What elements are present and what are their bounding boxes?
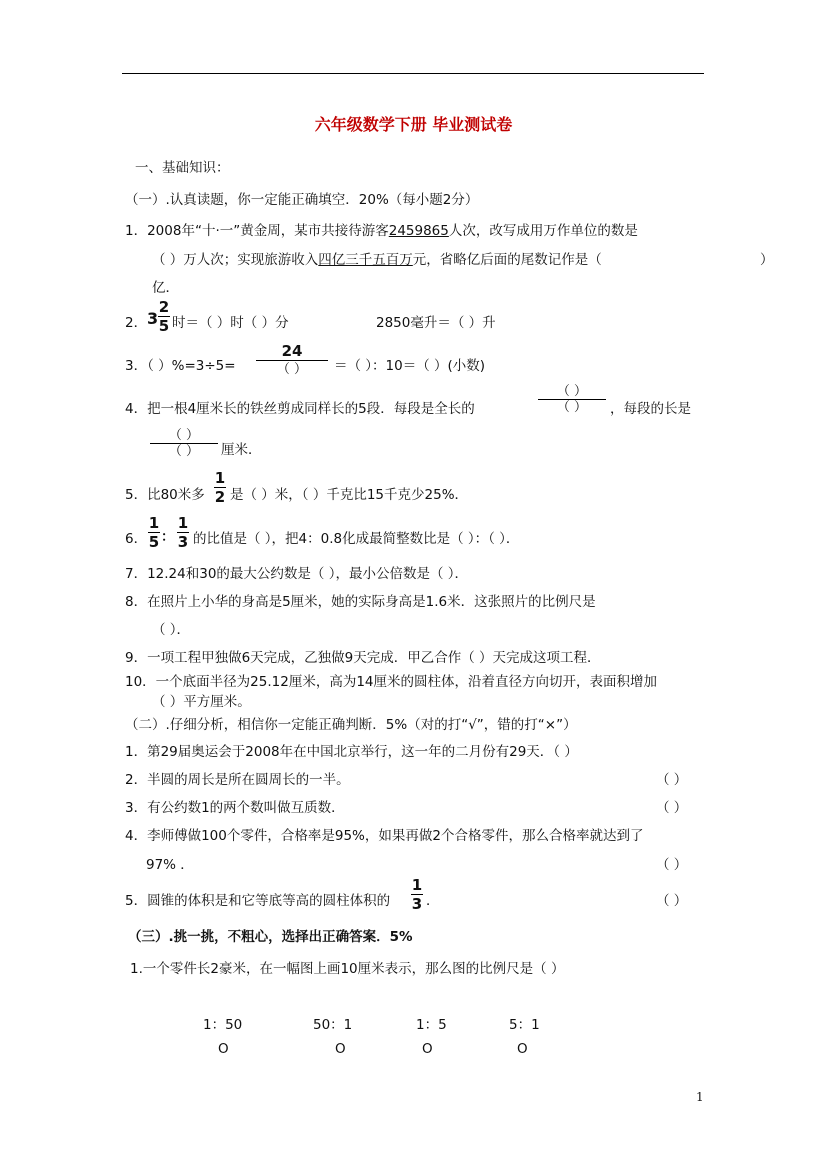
q1-money: 四亿三千五百万 [318, 252, 413, 268]
q6-f1-numerator: 1 [148, 514, 160, 532]
fraction-bar [256, 360, 328, 361]
q3-text-b: ＝（ ）：10＝（ ）(小数) [334, 358, 486, 374]
judge-q4-line1: 4．李师傅做100个零件，合格率是95%，如果再做2个合格零件，那么合格率就达到了 [125, 828, 644, 844]
q2-text-b: 2850毫升＝（ ）升 [376, 315, 496, 331]
q2-number: 2． [125, 315, 148, 331]
page-number: 1 [696, 1090, 704, 1104]
judge-q1: 1．第29届奥运会于2008年在中国北京举行，这一年的二月份有29天．（ ） [125, 744, 578, 760]
q2-text-a: 时＝（ ）时（ ）分 [172, 315, 289, 331]
q8-line2: （ ）． [152, 622, 191, 638]
q6-text: 的比值是（ ），把4：0.8化成最简整数比是（ ）：（ ）． [193, 531, 520, 547]
judge-q5-period: ． [426, 893, 440, 909]
q3-text-a: 3．（ ）%=3÷5= [125, 358, 236, 374]
q6-number: 6． [125, 531, 148, 547]
judge-q3: 3．有公约数1的两个数叫做互质数． [125, 800, 345, 816]
q5-numerator: 1 [214, 469, 226, 487]
q8-line1: 8．在照片上小华的身高是5厘米，她的实际身高是1.6米．这张照片的比例尺是 [125, 594, 596, 610]
q1-line2 [152, 248, 602, 268]
q2-fraction [158, 299, 170, 334]
option-d-radio[interactable]: O [517, 1041, 528, 1057]
choice-q1: 1.一个零件长2豪米，在一幅图上画10厘米表示，那么图的比例尺是（ ） [130, 961, 565, 977]
q10-line2: （ ）平方厘米。 [152, 694, 251, 710]
page-title: 六年级数学下册 毕业测试卷 [314, 115, 513, 134]
q5-text-a: 5．比80米多 [125, 487, 205, 503]
q1-text-b: 人次，改写成用万作单位的数是 [448, 223, 638, 239]
q1-visitor-number: 2459865 [388, 223, 449, 239]
q4-blank-numerator: （ ） [556, 384, 588, 399]
q4-text-a: 4．把一根4厘米长的铁丝剪成同样长的5段．每段是全长的 [125, 401, 475, 417]
option-c-radio[interactable]: O [422, 1041, 433, 1057]
q6-f2-denominator: 3 [177, 533, 189, 551]
q6-f2-numerator: 1 [177, 514, 189, 532]
header-rule [122, 73, 704, 74]
q6-fraction-1 [148, 515, 160, 550]
q7: 7．12.24和30的最大公约数是（ ），最小公倍数是（ ）． [125, 566, 468, 582]
section-heading: 一、基础知识： [135, 160, 230, 176]
q9: 9．一项工程甲独做6天完成，乙独做9天完成．甲乙合作（ ）天完成这项工程． [125, 650, 601, 666]
q1-text-c: （ ）万人次；实现旅游收入 [152, 252, 319, 268]
q2-denominator: 5 [158, 317, 170, 335]
part2-heading: （二）.仔细分析，相信你一定能正确判断．5%（对的打“√”，错的打“×”） [125, 717, 577, 733]
q1-line3: 亿． [152, 280, 179, 296]
q4-text-c: 厘米． [221, 442, 262, 458]
judge-q2: 2．半圆的周长是所在圆周长的一半。 [125, 772, 350, 788]
q6-colon: ： [161, 529, 175, 545]
q5-denominator: 2 [214, 488, 226, 506]
judge-q3-answer: （ ） [656, 800, 688, 816]
q4-blank2-denominator: （ ） [168, 444, 200, 459]
judge-q2-answer: （ ） [656, 772, 688, 788]
option-d-label: 5：1 [509, 1017, 540, 1033]
q4-blank2-numerator: （ ） [168, 428, 200, 443]
q1-text-a: 1．2008年“十·一”黄金周，某市共接待游客 [125, 223, 389, 239]
judge-q5-fraction [411, 877, 423, 912]
q3-fraction [256, 343, 328, 378]
judge-q4-line2: 97% ． [146, 857, 194, 873]
q4-blank-fraction-2 [150, 428, 218, 459]
part3-heading: （三）.挑一挑，不粗心，选择出正确答案．5% [128, 929, 413, 945]
judge-q5: 5．圆锥的体积是和它等底等高的圆柱体积的 [125, 893, 391, 909]
q4-blank-fraction [538, 384, 606, 415]
judge-q5-denominator: 3 [411, 895, 423, 913]
q1-text-d: 元，省略亿后面的尾数记作是（ [412, 252, 602, 268]
q5-text-b: 是（ ）米，（ ）千克比15千克少25%． [230, 487, 469, 503]
q6-f1-denominator: 5 [148, 533, 160, 551]
judge-q4-answer: （ ） [656, 857, 688, 873]
q2-numerator: 2 [158, 298, 170, 316]
q3-denominator: （ ） [276, 362, 308, 377]
option-a-label: 1：50 [203, 1017, 243, 1033]
part1-heading: （一）.认真读题，你一定能正确填空．20%（每小题2分） [125, 192, 479, 208]
option-b-label: 50：1 [313, 1017, 353, 1033]
q6-fraction-2 [177, 515, 189, 550]
q4-text-b: ，每段的长是 [610, 401, 691, 417]
q1-line1 [125, 219, 638, 239]
option-a-radio[interactable]: O [218, 1041, 229, 1057]
q1-close-paren: ） [760, 252, 774, 268]
judge-q5-numerator: 1 [411, 876, 423, 894]
q4-blank-denominator: （ ） [556, 400, 588, 415]
judge-q5-answer: （ ） [656, 893, 688, 909]
q10-line1: 10．一个底面半径为25.12厘米，高为14厘米的圆柱体，沿着直径方向切开，表面积增加 [125, 674, 658, 690]
q5-fraction [214, 470, 226, 505]
option-c-label: 1：5 [416, 1017, 447, 1033]
q3-numerator: 24 [281, 342, 303, 360]
q2-whole: 3 [147, 309, 159, 328]
option-b-radio[interactable]: O [335, 1041, 346, 1057]
